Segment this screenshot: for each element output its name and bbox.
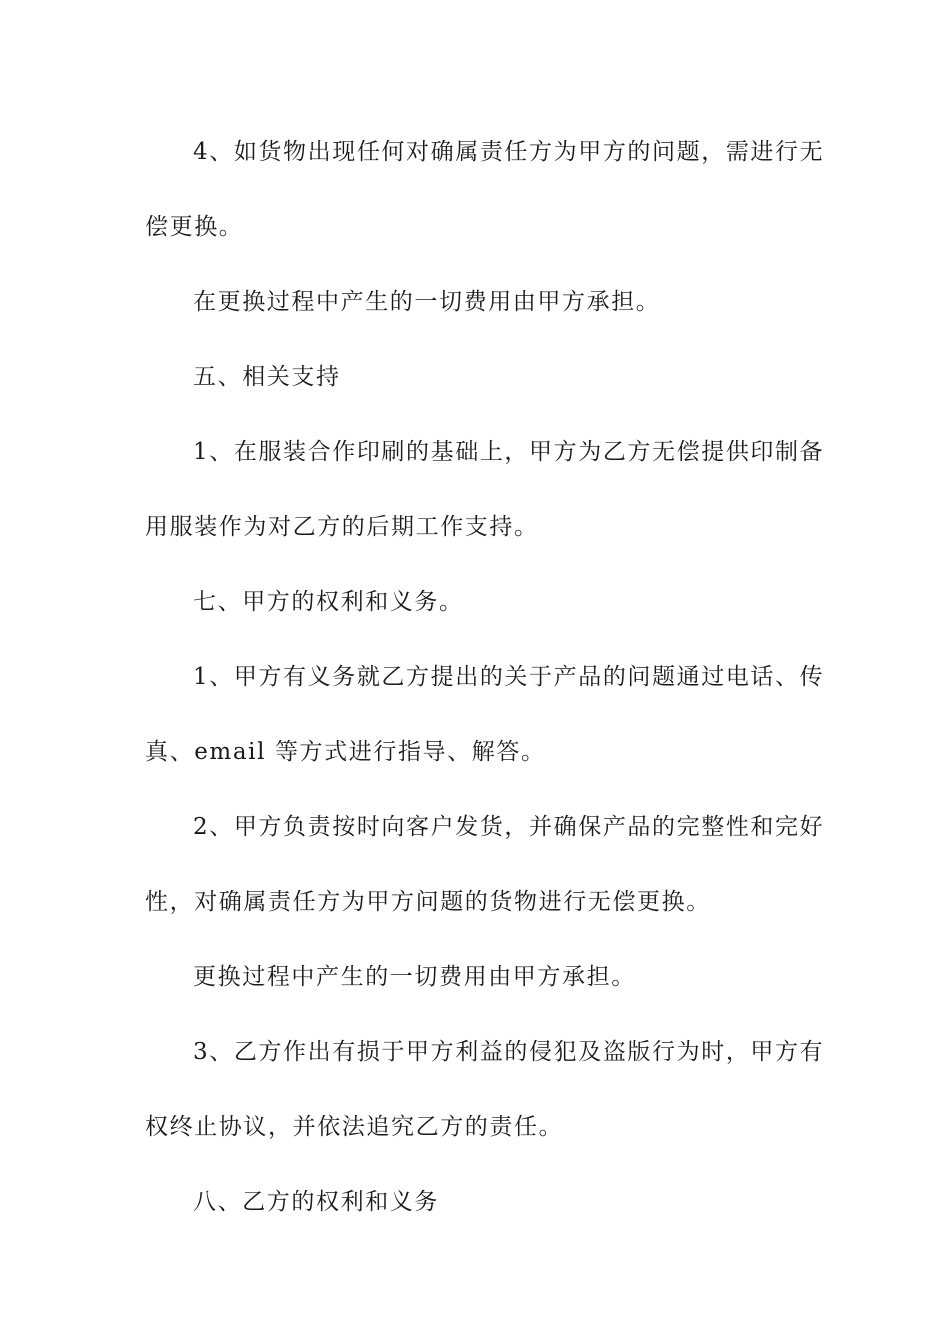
paragraph-line: 真、email 等方式进行指导、解答。 [145, 739, 546, 765]
paragraph-line: 偿更换。 [145, 214, 244, 240]
paragraph-line: 用服装作为对乙方的后期工作支持。 [145, 514, 539, 540]
paragraph-line: 4、如货物出现任何对确属责任方为甲方的问题，需进行无 [193, 139, 825, 165]
paragraph-line: 3、乙方作出有损于甲方利益的侵犯及盗版行为时，甲方有 [193, 1039, 825, 1065]
paragraph-line: 2、甲方负责按时向客户发货，并确保产品的完整性和完好 [193, 814, 825, 840]
paragraph-line: 权终止协议，并依法追究乙方的责任。 [145, 1114, 564, 1140]
paragraph-line: 性，对确属责任方为甲方问题的货物进行无偿更换。 [145, 889, 711, 915]
paragraph-line: 1、在服装合作印刷的基础上，甲方为乙方无偿提供印制备 [193, 439, 825, 465]
section-heading: 五、相关支持 [193, 364, 341, 390]
paragraph-line: 1、甲方有义务就乙方提出的关于产品的问题通过电话、传 [193, 664, 825, 690]
section-heading: 七、甲方的权利和义务。 [193, 589, 464, 615]
section-heading: 八、乙方的权利和义务 [193, 1189, 439, 1215]
paragraph-line: 在更换过程中产生的一切费用由甲方承担。 [193, 289, 661, 315]
paragraph-line: 更换过程中产生的一切费用由甲方承担。 [193, 964, 636, 990]
